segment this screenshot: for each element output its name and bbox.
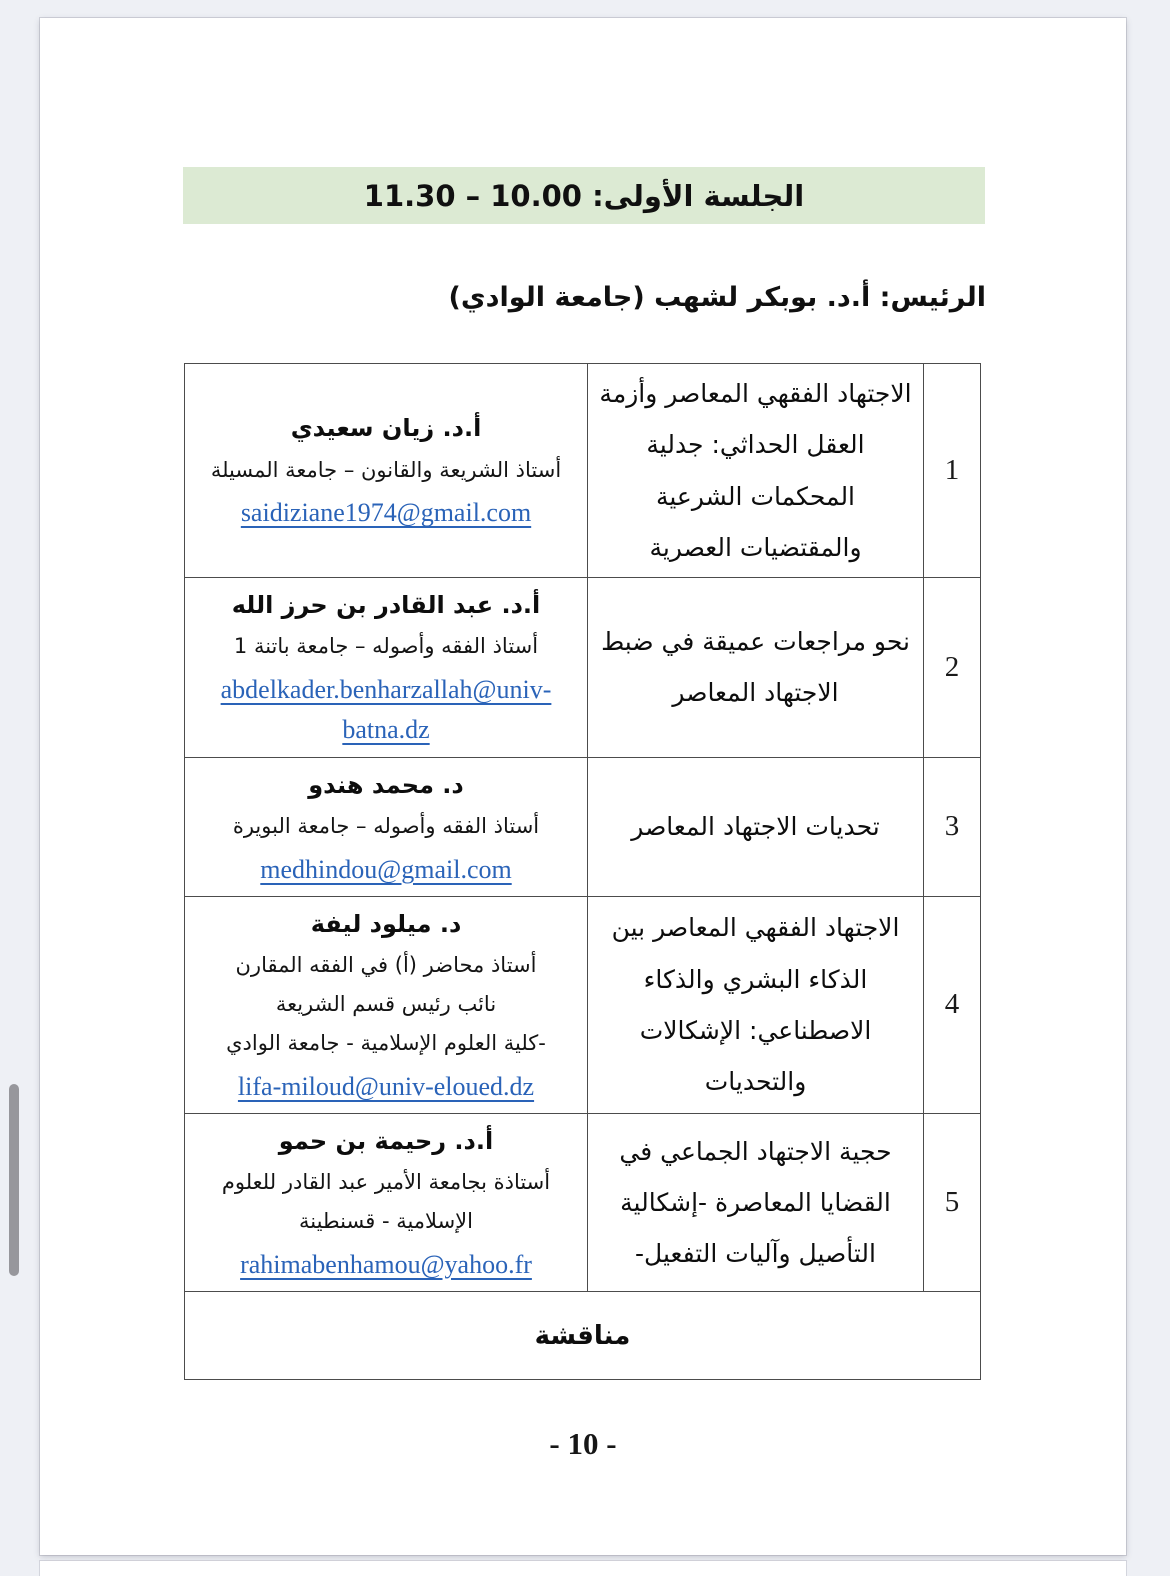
speaker-name: أ.د. رحيمة بن حمو <box>278 1126 494 1155</box>
speaker-affiliation: أستاذة بجامعة الأمير عبد القادر للعلوم <box>221 1170 551 1195</box>
row-number: 3 <box>924 757 981 896</box>
table-row <box>185 1113 981 1291</box>
email-link[interactable]: abdelkader.benharzallah@univ-batna.dz <box>220 675 552 745</box>
email-link[interactable]: medhindou@gmail.com <box>260 854 512 884</box>
speaker-affiliation: الإسلامية - قسنطينة <box>299 1209 473 1233</box>
session-header-banner <box>183 167 985 224</box>
speaker-name: أ.د. عبد القادر بن حرز الله <box>231 591 541 619</box>
speaker-info <box>185 1113 588 1291</box>
table-row <box>185 896 981 1113</box>
row-number: 5 <box>924 1113 981 1291</box>
email-link[interactable]: saidiziane1974@gmail.com <box>240 498 532 528</box>
email-link[interactable]: rahimabenhamou@yahoo.fr <box>240 1249 532 1279</box>
paper-title: الاجتهاد الفقهي المعاصر بين الذكاء البشري والذكاء الاصطناعي: الإشكالات والتحديات <box>588 896 924 1113</box>
next-page-edge <box>40 1561 1126 1576</box>
paper-title: الاجتهاد الفقهي المعاصر وأزمة العقل الحداثي: جدلية المحكمات الشرعية والمقتضيات العصرية <box>588 364 924 578</box>
speaker-info <box>185 578 588 758</box>
table-row <box>185 578 981 758</box>
session-program-table <box>184 363 981 1380</box>
discussion-row <box>185 1292 981 1380</box>
email-link[interactable]: lifa-miloud@univ-eloued.dz <box>237 1071 535 1101</box>
speaker-affiliation: نائب رئيس قسم الشريعة <box>275 991 497 1016</box>
row-number: 2 <box>924 578 981 758</box>
paper-title: حجية الاجتهاد الجماعي في القضايا المعاصرة -إشكالية التأصيل وآليات التفعيل- <box>588 1113 924 1291</box>
speaker-affiliation: أستاذ الفقه وأصوله – جامعة باتنة 1 <box>233 634 539 659</box>
scrollbar-thumb[interactable] <box>9 1084 19 1276</box>
table-row <box>185 364 981 578</box>
speaker-info <box>185 896 588 1113</box>
speaker-name: د. ميلود ليفة <box>310 909 462 938</box>
table-row <box>185 757 981 896</box>
paper-title: نحو مراجعات عميقة في ضبط الاجتهاد المعاصر <box>588 578 924 758</box>
speaker-info <box>185 757 588 896</box>
paper-title: تحديات الاجتهاد المعاصر <box>588 757 924 896</box>
discussion-label: مناقشة <box>185 1292 981 1380</box>
speaker-affiliation: -كلية العلوم الإسلامية - جامعة الوادي <box>226 1030 546 1055</box>
speaker-affiliation: أستاذ محاضر (أ) في الفقه المقارن <box>235 953 537 978</box>
row-number: 1 <box>924 364 981 578</box>
speaker-info <box>185 364 588 578</box>
speaker-name: أ.د. زيان سعيدي <box>290 414 482 443</box>
document-page <box>40 18 1126 1555</box>
page-number: - 10 - <box>549 1426 617 1461</box>
session-chair-line: الرئيس: أ.د. بوبكر لشهب (جامعة الوادي) <box>448 282 986 313</box>
speaker-affiliation: أستاذ الشريعة والقانون – جامعة المسيلة <box>210 457 562 482</box>
speaker-name: د. محمد هندو <box>308 770 464 799</box>
speaker-affiliation: أستاذ الفقه وأصوله – جامعة البويرة <box>232 813 540 838</box>
session-header-text: الجلسة الأولى: 10.00 – 11.30 <box>363 178 805 213</box>
row-number: 4 <box>924 896 981 1113</box>
